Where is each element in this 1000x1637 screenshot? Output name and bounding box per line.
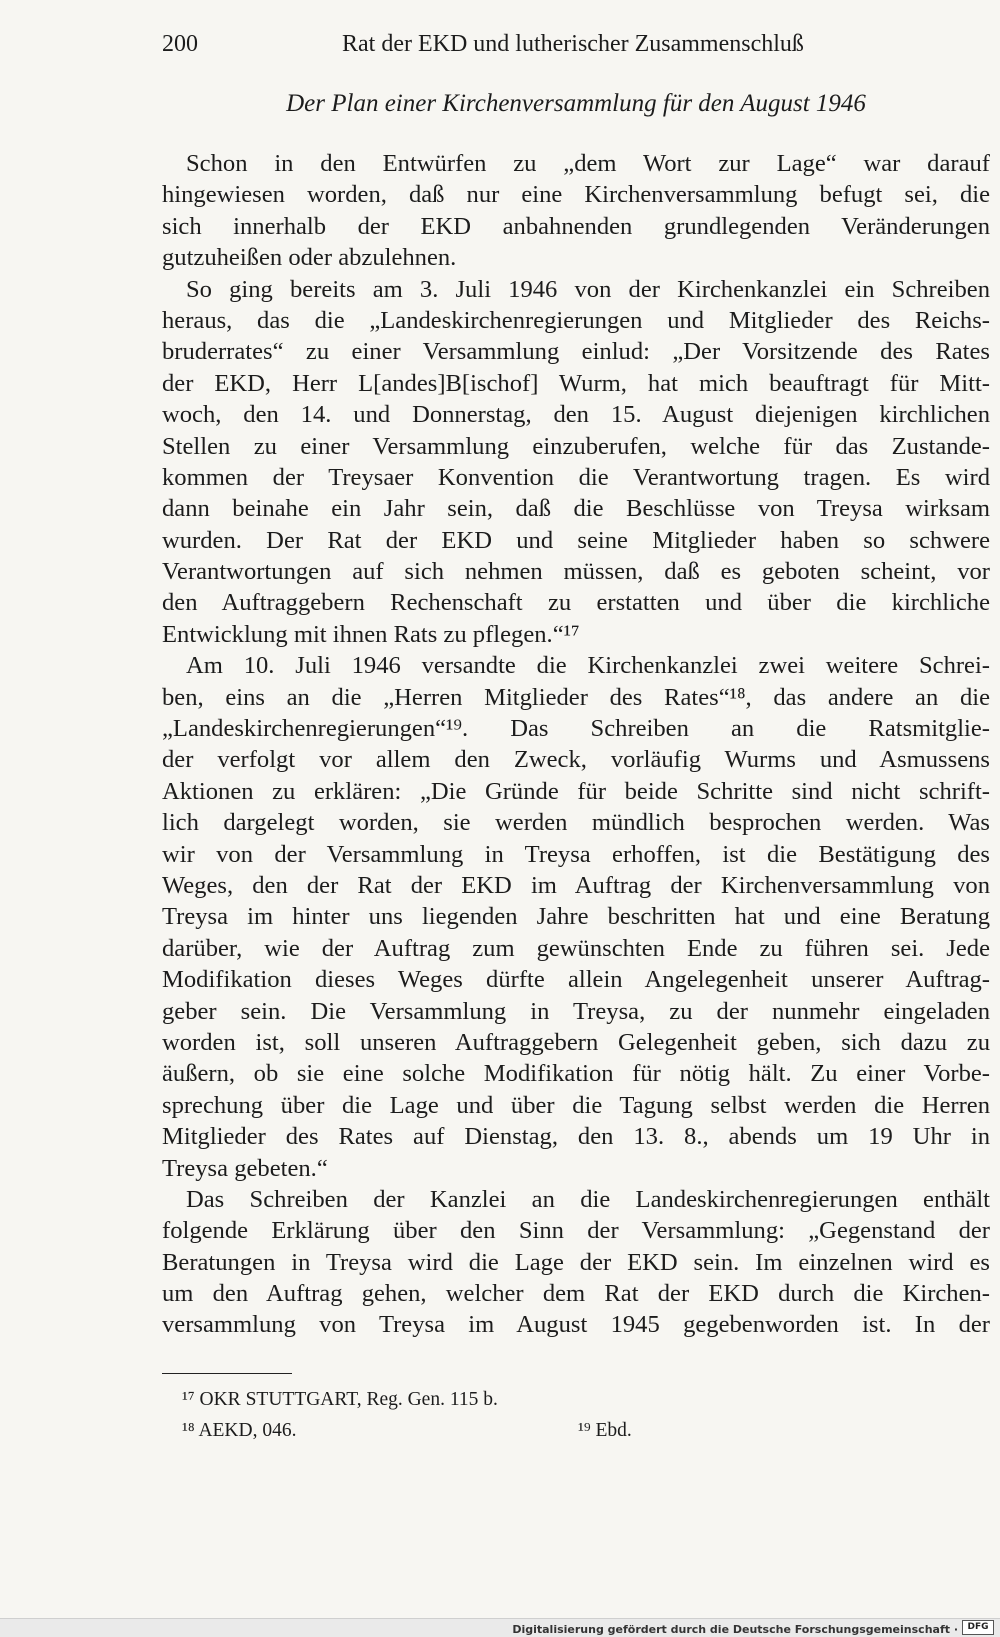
- text-line: Beratungen in Treysa wird die Lage der EKD sein. Im einzelnen wird es: [162, 1248, 990, 1276]
- running-title: Rat der EKD und lutherischer Zusammenschluß: [342, 31, 804, 57]
- footnote-rule: [162, 1373, 292, 1374]
- text-line: ben, eins an die „Herren Mitglieder des Rates“¹⁸, das andere an die: [162, 683, 990, 711]
- footnote-18: ¹⁸ AEKD, 046.: [182, 1420, 297, 1441]
- text-line: worden ist, soll unseren Auftraggebern Gelegenheit geben, sich dazu zu: [162, 1028, 990, 1056]
- text-line: woch, den 14. und Donnerstag, den 15. August diejenigen kirchlichen: [162, 401, 990, 429]
- dfg-credit: Digitalisierung gefördert durch die Deutsche Forschungsgemeinschaft ·: [512, 1623, 958, 1636]
- text-line: um den Auftrag gehen, welcher dem Rat der EKD durch die Kirchen-: [162, 1280, 990, 1308]
- text-line: Treysa im hinter uns liegenden Jahre beschritten hat und eine Beratung: [162, 903, 990, 931]
- section-title: Der Plan einer Kirchenversammlung für den August 1946: [286, 90, 866, 117]
- text-line: Aktionen zu erklären: „Die Gründe für beide Schritte sind nicht schrift-: [162, 777, 990, 805]
- text-line: Verantwortungen auf sich nehmen müssen, daß es geboten scheint, vor: [162, 558, 990, 586]
- text-line: So ging bereits am 3. Juli 1946 von der Kirchenkanzlei ein Schreiben: [186, 275, 990, 303]
- text-line: der EKD, Herr L[andes]B[ischof] Wurm, hat mich beauftragt für Mitt-: [162, 369, 990, 397]
- text-line: kommen der Treysaer Konvention die Verantwortung tragen. Es wird: [162, 463, 990, 491]
- text-line: folgende Erklärung über den Sinn der Versammlung: „Gegenstand der: [162, 1217, 990, 1245]
- text-line: geber sein. Die Versammlung in Treysa, zu der nunmehr eingeladen: [162, 997, 990, 1025]
- text-line: wir von der Versammlung in Treysa erhoffen, ist die Bestätigung des: [162, 840, 990, 868]
- text-line: Schon in den Entwürfen zu „dem Wort zur Lage“ war darauf: [186, 150, 990, 177]
- text-line: „Landeskirchenregierungen“¹⁹. Das Schreiben an die Ratsmitglie-: [162, 715, 990, 743]
- text-line: Modifikation dieses Weges dürfte allein Angelegenheit unserer Auftrag-: [162, 966, 990, 994]
- text-line: bruderrates“ zu einer Versammlung einlud: „Der Vorsitzende des Rates: [162, 338, 990, 366]
- text-line: Das Schreiben der Kanzlei an die Landeskirchenregierungen enthält: [186, 1185, 990, 1213]
- text-line: den Auftraggebern Rechenschaft zu erstatten und über die kirchliche: [162, 589, 990, 617]
- text-line: gutzuheißen oder abzulehnen.: [162, 244, 457, 272]
- body-text: [162, 148, 990, 1341]
- text-line: heraus, das die „Landeskirchenregierungen und Mitglieder des Reichs-: [162, 306, 990, 334]
- text-line: Treysa gebeten.“: [162, 1154, 328, 1182]
- text-line: dann beinahe ein Jahr sein, daß die Beschlüsse von Treysa wirksam: [162, 495, 990, 523]
- footnote-line: [162, 1384, 990, 1415]
- dfg-logo-icon: DFG: [962, 1620, 994, 1635]
- footnote-19: ¹⁹ Ebd.: [578, 1420, 632, 1441]
- text-line: Weges, den der Rat der EKD im Auftrag der Kirchenversammlung von: [162, 871, 990, 899]
- digitization-footer: [0, 1618, 1000, 1637]
- text-line: Mitglieder des Rates auf Dienstag, den 13. 8., abends um 19 Uhr in: [162, 1123, 990, 1151]
- footnote-line: [162, 1415, 990, 1446]
- running-head: [162, 24, 982, 64]
- text-line: der verfolgt vor allem den Zweck, vorläufig Wurms und Asmussens: [162, 746, 990, 774]
- page-number: 200: [162, 31, 198, 57]
- text-line: sich innerhalb der EKD anbahnenden grundlegenden Veränderungen: [162, 212, 990, 240]
- text-line: Am 10. Juli 1946 versandte die Kirchenkanzlei zwei weitere Schrei-: [186, 652, 990, 680]
- footnotes: [162, 1384, 990, 1446]
- text-line: wurden. Der Rat der EKD und seine Mitglieder haben so schwere: [162, 526, 990, 554]
- text-line: hingewiesen worden, daß nur eine Kirchenversammlung befugt sei, die: [162, 181, 990, 209]
- text-line: sprechung über die Lage und über die Tagung selbst werden die Herren: [162, 1091, 990, 1119]
- text-line: darüber, wie der Auftrag zum gewünschten Ende zu führen sei. Jede: [162, 934, 990, 962]
- text-line: äußern, ob sie eine solche Modifikation für nötig hält. Zu einer Vorbe-: [162, 1060, 990, 1088]
- footnote-17: ¹⁷ OKR STUTTGART, Reg. Gen. 115 b.: [182, 1389, 498, 1410]
- text-line: Entwicklung mit ihnen Rats zu pflegen.“¹⁷: [162, 620, 580, 648]
- text-line: versammlung von Treysa im August 1945 gegebenworden ist. In der: [162, 1311, 990, 1339]
- text-line: lich dargelegt worden, sie werden mündlich besprochen werden. Was: [162, 809, 990, 837]
- text-line: Stellen zu einer Versammlung einzuberufen, welche für das Zustande-: [162, 432, 990, 460]
